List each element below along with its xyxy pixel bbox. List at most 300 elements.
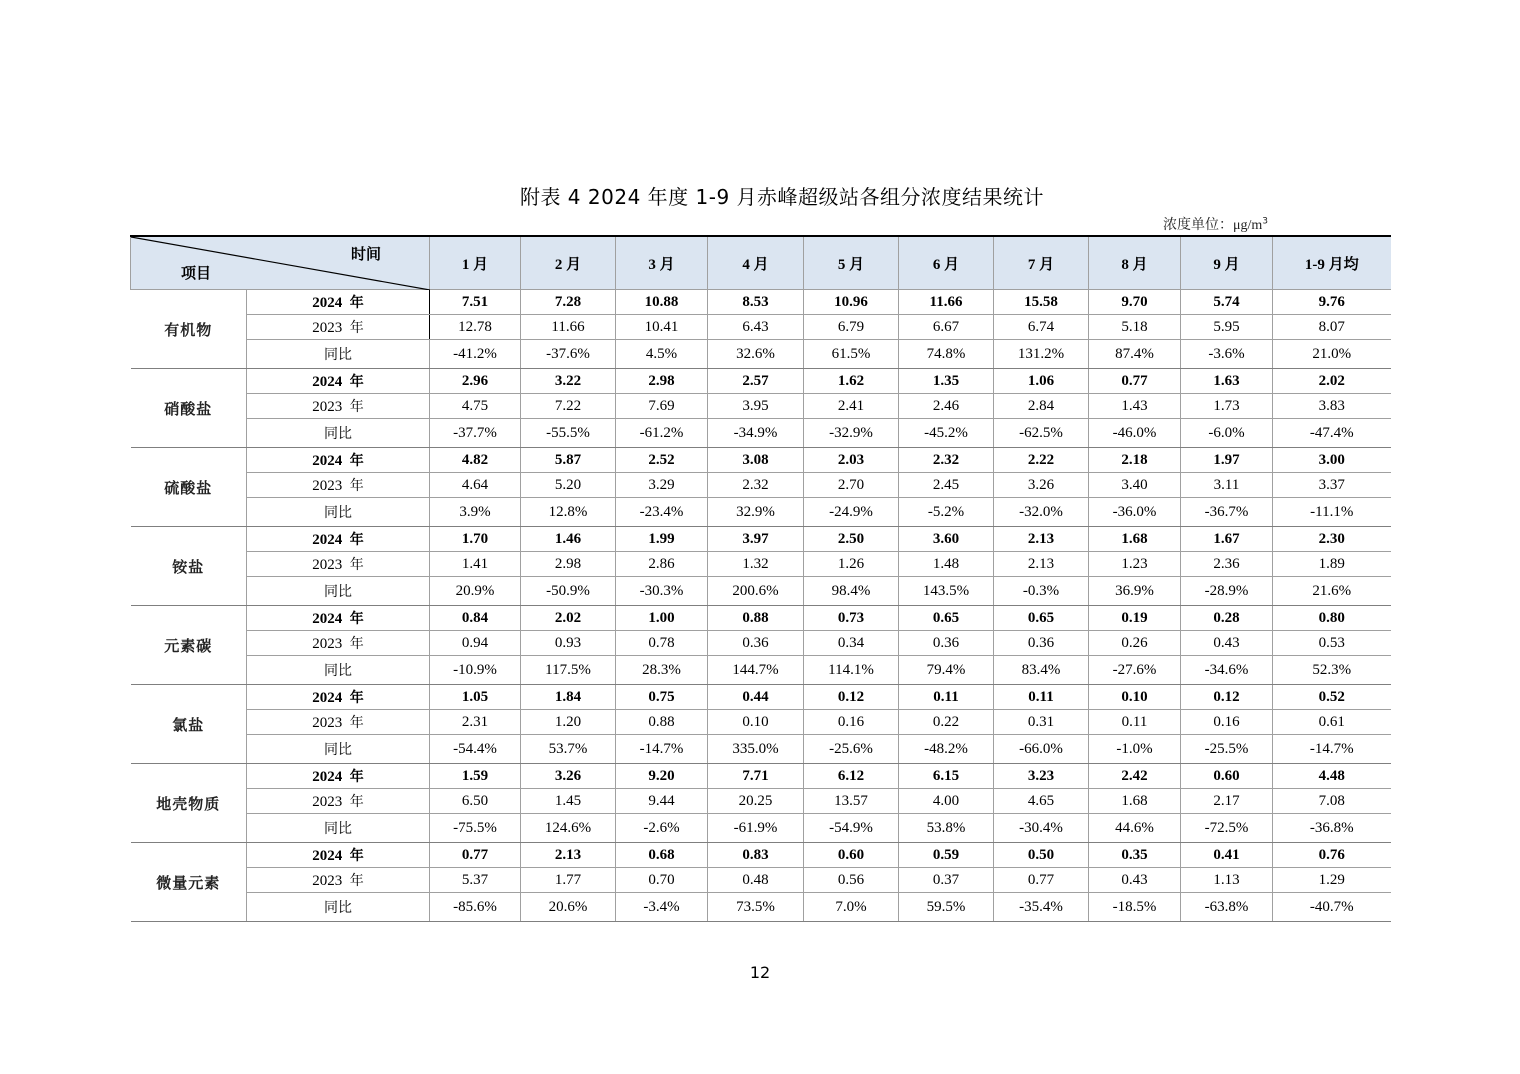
value-cell: 32.6% xyxy=(708,340,804,369)
value-cell: -3.6% xyxy=(1181,340,1273,369)
value-cell: 9.76 xyxy=(1273,290,1391,315)
value-cell: 3.23 xyxy=(994,764,1089,789)
value-cell: 3.95 xyxy=(708,394,804,419)
header-month: 8 月 xyxy=(1089,236,1181,290)
value-cell: 0.52 xyxy=(1273,685,1391,710)
component-name: 微量元素 xyxy=(131,843,247,922)
value-cell: -30.4% xyxy=(994,814,1089,843)
value-cell: 53.7% xyxy=(521,735,616,764)
value-cell: 4.48 xyxy=(1273,764,1391,789)
header-month: 3 月 xyxy=(616,236,708,290)
header-item-label: 项目 xyxy=(181,264,212,282)
component-name: 氯盐 xyxy=(131,685,247,764)
year-number: 2023 xyxy=(312,399,343,415)
value-cell: 0.50 xyxy=(994,843,1089,868)
yoy-label: 同比 xyxy=(324,426,352,442)
table-row xyxy=(131,893,1391,922)
row-label xyxy=(247,527,430,552)
value-cell: 3.22 xyxy=(521,369,616,394)
value-cell: 4.82 xyxy=(430,448,521,473)
value-cell: 2.41 xyxy=(804,394,899,419)
value-cell: 0.11 xyxy=(994,685,1089,710)
value-cell: 1.20 xyxy=(521,710,616,735)
value-cell: 10.96 xyxy=(804,290,899,315)
value-cell: 0.19 xyxy=(1089,606,1181,631)
value-cell: -47.4% xyxy=(1273,419,1391,448)
value-cell: -27.6% xyxy=(1089,656,1181,685)
row-label xyxy=(247,473,430,498)
value-cell: -32.0% xyxy=(994,498,1089,527)
row-label xyxy=(247,369,430,394)
row-label xyxy=(247,710,430,735)
value-cell: 2.86 xyxy=(616,552,708,577)
value-cell: 1.00 xyxy=(616,606,708,631)
value-cell: -1.0% xyxy=(1089,735,1181,764)
value-cell: -3.4% xyxy=(616,893,708,922)
value-cell: 2.84 xyxy=(994,394,1089,419)
value-cell: 44.6% xyxy=(1089,814,1181,843)
year-suffix: 年 xyxy=(349,715,364,731)
row-label xyxy=(247,735,430,764)
value-cell: 3.08 xyxy=(708,448,804,473)
value-cell: -36.8% xyxy=(1273,814,1391,843)
value-cell: -62.5% xyxy=(994,419,1089,448)
value-cell: 10.41 xyxy=(616,315,708,340)
value-cell: 9.70 xyxy=(1089,290,1181,315)
header-month: 6 月 xyxy=(899,236,994,290)
value-cell: 0.80 xyxy=(1273,606,1391,631)
value-cell: 144.7% xyxy=(708,656,804,685)
table-row xyxy=(131,369,1391,394)
value-cell: 11.66 xyxy=(899,290,994,315)
value-cell: 0.22 xyxy=(899,710,994,735)
value-cell: 0.43 xyxy=(1181,631,1273,656)
value-cell: 0.10 xyxy=(708,710,804,735)
value-cell: 79.4% xyxy=(899,656,994,685)
row-label xyxy=(247,656,430,685)
year-number: 2024 xyxy=(312,611,343,627)
value-cell: 10.88 xyxy=(616,290,708,315)
table-row xyxy=(131,340,1391,369)
value-cell: 2.32 xyxy=(899,448,994,473)
value-cell: 2.18 xyxy=(1089,448,1181,473)
year-number: 2024 xyxy=(312,769,343,785)
value-cell: 0.37 xyxy=(899,868,994,893)
value-cell: 1.43 xyxy=(1089,394,1181,419)
value-cell: 5.18 xyxy=(1089,315,1181,340)
value-cell: -66.0% xyxy=(994,735,1089,764)
value-cell: -6.0% xyxy=(1181,419,1273,448)
value-cell: 0.70 xyxy=(616,868,708,893)
year-suffix: 年 xyxy=(349,636,364,652)
value-cell: 1.68 xyxy=(1089,527,1181,552)
value-cell: 6.50 xyxy=(430,789,521,814)
diagonal-divider xyxy=(131,237,430,290)
value-cell: 0.12 xyxy=(804,685,899,710)
value-cell: -25.5% xyxy=(1181,735,1273,764)
value-cell: 0.31 xyxy=(994,710,1089,735)
value-cell: 0.12 xyxy=(1181,685,1273,710)
value-cell: -18.5% xyxy=(1089,893,1181,922)
table-body xyxy=(131,290,1391,922)
value-cell: 2.22 xyxy=(994,448,1089,473)
header-month: 5 月 xyxy=(804,236,899,290)
value-cell: 0.10 xyxy=(1089,685,1181,710)
value-cell: 2.45 xyxy=(899,473,994,498)
year-number: 2024 xyxy=(312,848,343,864)
value-cell: 5.20 xyxy=(521,473,616,498)
value-cell: 9.44 xyxy=(616,789,708,814)
value-cell: -72.5% xyxy=(1181,814,1273,843)
yoy-label: 同比 xyxy=(324,347,352,363)
value-cell: -61.9% xyxy=(708,814,804,843)
value-cell: -48.2% xyxy=(899,735,994,764)
value-cell: 0.65 xyxy=(994,606,1089,631)
yoy-label: 同比 xyxy=(324,742,352,758)
value-cell: -61.2% xyxy=(616,419,708,448)
value-cell: 124.6% xyxy=(521,814,616,843)
unit-note xyxy=(1163,214,1268,234)
value-cell: 0.59 xyxy=(899,843,994,868)
yoy-label: 同比 xyxy=(324,584,352,600)
value-cell: 0.93 xyxy=(521,631,616,656)
value-cell: 143.5% xyxy=(899,577,994,606)
component-name: 铵盐 xyxy=(131,527,247,606)
value-cell: -34.9% xyxy=(708,419,804,448)
value-cell: 9.20 xyxy=(616,764,708,789)
value-cell: 0.43 xyxy=(1089,868,1181,893)
table-row xyxy=(131,710,1391,735)
page-number: 12 xyxy=(749,963,771,982)
value-cell: 74.8% xyxy=(899,340,994,369)
value-cell: 6.15 xyxy=(899,764,994,789)
value-cell: 3.40 xyxy=(1089,473,1181,498)
table-row xyxy=(131,473,1391,498)
value-cell: 3.60 xyxy=(899,527,994,552)
value-cell: 0.16 xyxy=(1181,710,1273,735)
value-cell: 83.4% xyxy=(994,656,1089,685)
component-name: 地壳物质 xyxy=(131,764,247,843)
value-cell: 0.77 xyxy=(1089,369,1181,394)
value-cell: 200.6% xyxy=(708,577,804,606)
table-row xyxy=(131,552,1391,577)
year-suffix: 年 xyxy=(349,374,364,390)
value-cell: 5.87 xyxy=(521,448,616,473)
value-cell: 3.26 xyxy=(521,764,616,789)
row-label xyxy=(247,685,430,710)
value-cell: 2.96 xyxy=(430,369,521,394)
value-cell: 1.59 xyxy=(430,764,521,789)
row-label xyxy=(247,448,430,473)
year-suffix: 年 xyxy=(349,769,364,785)
value-cell: 2.30 xyxy=(1273,527,1391,552)
value-cell: 3.37 xyxy=(1273,473,1391,498)
table-row xyxy=(131,394,1391,419)
value-cell: 2.32 xyxy=(708,473,804,498)
value-cell: 2.50 xyxy=(804,527,899,552)
value-cell: -30.3% xyxy=(616,577,708,606)
unit-superscript: 3 xyxy=(1262,216,1269,227)
value-cell: -55.5% xyxy=(521,419,616,448)
value-cell: 1.89 xyxy=(1273,552,1391,577)
year-suffix: 年 xyxy=(349,399,364,415)
value-cell: 2.13 xyxy=(994,552,1089,577)
value-cell: 6.79 xyxy=(804,315,899,340)
value-cell: 4.75 xyxy=(430,394,521,419)
value-cell: -0.3% xyxy=(994,577,1089,606)
value-cell: 53.8% xyxy=(899,814,994,843)
value-cell: 1.32 xyxy=(708,552,804,577)
value-cell: 6.12 xyxy=(804,764,899,789)
value-cell: -45.2% xyxy=(899,419,994,448)
value-cell: -24.9% xyxy=(804,498,899,527)
row-label xyxy=(247,893,430,922)
year-number: 2023 xyxy=(312,320,343,336)
table-row xyxy=(131,290,1391,315)
value-cell: 2.31 xyxy=(430,710,521,735)
value-cell: 4.64 xyxy=(430,473,521,498)
value-cell: 20.6% xyxy=(521,893,616,922)
value-cell: 21.0% xyxy=(1273,340,1391,369)
table-row xyxy=(131,789,1391,814)
value-cell: -5.2% xyxy=(899,498,994,527)
value-cell: 15.58 xyxy=(994,290,1089,315)
year-suffix: 年 xyxy=(349,557,364,573)
table-row xyxy=(131,843,1391,868)
year-number: 2023 xyxy=(312,873,343,889)
row-label xyxy=(247,340,430,369)
year-number: 2023 xyxy=(312,794,343,810)
value-cell: 1.05 xyxy=(430,685,521,710)
row-label xyxy=(247,419,430,448)
table-row xyxy=(131,419,1391,448)
value-cell: 1.46 xyxy=(521,527,616,552)
value-cell: 8.53 xyxy=(708,290,804,315)
value-cell: 3.00 xyxy=(1273,448,1391,473)
value-cell: 1.45 xyxy=(521,789,616,814)
year-suffix: 年 xyxy=(349,532,364,548)
value-cell: 87.4% xyxy=(1089,340,1181,369)
value-cell: 0.53 xyxy=(1273,631,1391,656)
header-corner xyxy=(131,236,430,290)
yoy-label: 同比 xyxy=(324,663,352,679)
value-cell: 98.4% xyxy=(804,577,899,606)
value-cell: 0.88 xyxy=(708,606,804,631)
value-cell: 0.61 xyxy=(1273,710,1391,735)
value-cell: 12.78 xyxy=(430,315,521,340)
year-number: 2024 xyxy=(312,295,343,311)
table-title: 附表 4 2024 年度 1-9 月赤峰超级站各组分浓度结果统计 xyxy=(519,185,1045,209)
row-label xyxy=(247,789,430,814)
component-name: 元素碳 xyxy=(131,606,247,685)
value-cell: 114.1% xyxy=(804,656,899,685)
value-cell: 0.36 xyxy=(899,631,994,656)
value-cell: 4.65 xyxy=(994,789,1089,814)
value-cell: 5.95 xyxy=(1181,315,1273,340)
value-cell: 1.77 xyxy=(521,868,616,893)
table-row xyxy=(131,315,1391,340)
value-cell: -54.4% xyxy=(430,735,521,764)
row-label xyxy=(247,868,430,893)
row-label xyxy=(247,498,430,527)
concentration-table xyxy=(130,235,1391,922)
value-cell: 2.02 xyxy=(1273,369,1391,394)
value-cell: 1.06 xyxy=(994,369,1089,394)
value-cell: 61.5% xyxy=(804,340,899,369)
value-cell: 0.77 xyxy=(994,868,1089,893)
table-row xyxy=(131,764,1391,789)
value-cell: -25.6% xyxy=(804,735,899,764)
value-cell: -36.7% xyxy=(1181,498,1273,527)
value-cell: 131.2% xyxy=(994,340,1089,369)
value-cell: -11.1% xyxy=(1273,498,1391,527)
value-cell: 1.63 xyxy=(1181,369,1273,394)
value-cell: 8.07 xyxy=(1273,315,1391,340)
value-cell: 0.28 xyxy=(1181,606,1273,631)
value-cell: 2.98 xyxy=(616,369,708,394)
value-cell: 1.70 xyxy=(430,527,521,552)
value-cell: -28.9% xyxy=(1181,577,1273,606)
value-cell: 1.48 xyxy=(899,552,994,577)
value-cell: 0.73 xyxy=(804,606,899,631)
value-cell: -36.0% xyxy=(1089,498,1181,527)
value-cell: 7.22 xyxy=(521,394,616,419)
value-cell: -37.6% xyxy=(521,340,616,369)
header-time-label: 时间 xyxy=(350,245,381,263)
value-cell: -35.4% xyxy=(994,893,1089,922)
value-cell: 2.42 xyxy=(1089,764,1181,789)
row-label xyxy=(247,764,430,789)
row-label xyxy=(247,394,430,419)
value-cell: 0.94 xyxy=(430,631,521,656)
value-cell: -50.9% xyxy=(521,577,616,606)
value-cell: 1.23 xyxy=(1089,552,1181,577)
value-cell: 0.26 xyxy=(1089,631,1181,656)
value-cell: 1.99 xyxy=(616,527,708,552)
row-label xyxy=(247,552,430,577)
yoy-label: 同比 xyxy=(324,900,352,916)
component-name: 硫酸盐 xyxy=(131,448,247,527)
value-cell: 0.11 xyxy=(1089,710,1181,735)
value-cell: 52.3% xyxy=(1273,656,1391,685)
value-cell: 2.13 xyxy=(521,843,616,868)
value-cell: 7.69 xyxy=(616,394,708,419)
year-number: 2023 xyxy=(312,557,343,573)
value-cell: 7.51 xyxy=(430,290,521,315)
year-number: 2024 xyxy=(312,453,343,469)
value-cell: -37.7% xyxy=(430,419,521,448)
year-suffix: 年 xyxy=(349,453,364,469)
value-cell: -85.6% xyxy=(430,893,521,922)
unit-label: 浓度单位： xyxy=(1163,217,1233,233)
year-suffix: 年 xyxy=(349,295,364,311)
value-cell: 36.9% xyxy=(1089,577,1181,606)
value-cell: 1.41 xyxy=(430,552,521,577)
value-cell: 7.71 xyxy=(708,764,804,789)
value-cell: 0.65 xyxy=(899,606,994,631)
value-cell: 2.03 xyxy=(804,448,899,473)
row-label xyxy=(247,315,430,340)
value-cell: 0.75 xyxy=(616,685,708,710)
table-row xyxy=(131,735,1391,764)
year-number: 2024 xyxy=(312,690,343,706)
value-cell: -32.9% xyxy=(804,419,899,448)
table-row xyxy=(131,656,1391,685)
value-cell: 1.67 xyxy=(1181,527,1273,552)
value-cell: 12.8% xyxy=(521,498,616,527)
value-cell: 13.57 xyxy=(804,789,899,814)
year-number: 2023 xyxy=(312,478,343,494)
value-cell: 3.29 xyxy=(616,473,708,498)
value-cell: 2.52 xyxy=(616,448,708,473)
value-cell: 4.00 xyxy=(899,789,994,814)
value-cell: 1.97 xyxy=(1181,448,1273,473)
row-label xyxy=(247,843,430,868)
value-cell: 59.5% xyxy=(899,893,994,922)
value-cell: 21.6% xyxy=(1273,577,1391,606)
value-cell: 6.43 xyxy=(708,315,804,340)
table-row xyxy=(131,527,1391,552)
value-cell: 335.0% xyxy=(708,735,804,764)
year-number: 2023 xyxy=(312,636,343,652)
year-suffix: 年 xyxy=(349,848,364,864)
value-cell: 7.28 xyxy=(521,290,616,315)
value-cell: 1.62 xyxy=(804,369,899,394)
value-cell: 28.3% xyxy=(616,656,708,685)
value-cell: 0.11 xyxy=(899,685,994,710)
header-month: 4 月 xyxy=(708,236,804,290)
value-cell: 0.76 xyxy=(1273,843,1391,868)
value-cell: 0.84 xyxy=(430,606,521,631)
value-cell: 2.98 xyxy=(521,552,616,577)
value-cell: 32.9% xyxy=(708,498,804,527)
value-cell: 1.29 xyxy=(1273,868,1391,893)
value-cell: 0.78 xyxy=(616,631,708,656)
table-row xyxy=(131,498,1391,527)
value-cell: 1.73 xyxy=(1181,394,1273,419)
table-row xyxy=(131,577,1391,606)
value-cell: 0.88 xyxy=(616,710,708,735)
table-row xyxy=(131,606,1391,631)
header-row xyxy=(131,236,1391,290)
value-cell: 0.68 xyxy=(616,843,708,868)
header-month-average: 1-9 月均 xyxy=(1273,236,1391,290)
value-cell: 5.37 xyxy=(430,868,521,893)
value-cell: 11.66 xyxy=(521,315,616,340)
header-month: 1 月 xyxy=(430,236,521,290)
value-cell: 7.0% xyxy=(804,893,899,922)
value-cell: 4.5% xyxy=(616,340,708,369)
value-cell: 2.17 xyxy=(1181,789,1273,814)
year-suffix: 年 xyxy=(349,320,364,336)
value-cell: 2.46 xyxy=(899,394,994,419)
value-cell: -54.9% xyxy=(804,814,899,843)
component-name: 硝酸盐 xyxy=(131,369,247,448)
value-cell: 2.13 xyxy=(994,527,1089,552)
value-cell: 5.74 xyxy=(1181,290,1273,315)
value-cell: 2.70 xyxy=(804,473,899,498)
value-cell: 0.35 xyxy=(1089,843,1181,868)
value-cell: 3.83 xyxy=(1273,394,1391,419)
component-name: 有机物 xyxy=(131,290,247,369)
year-suffix: 年 xyxy=(349,873,364,889)
value-cell: 1.35 xyxy=(899,369,994,394)
row-label xyxy=(247,577,430,606)
value-cell: -40.7% xyxy=(1273,893,1391,922)
value-cell: 73.5% xyxy=(708,893,804,922)
table-row xyxy=(131,448,1391,473)
year-number: 2023 xyxy=(312,715,343,731)
